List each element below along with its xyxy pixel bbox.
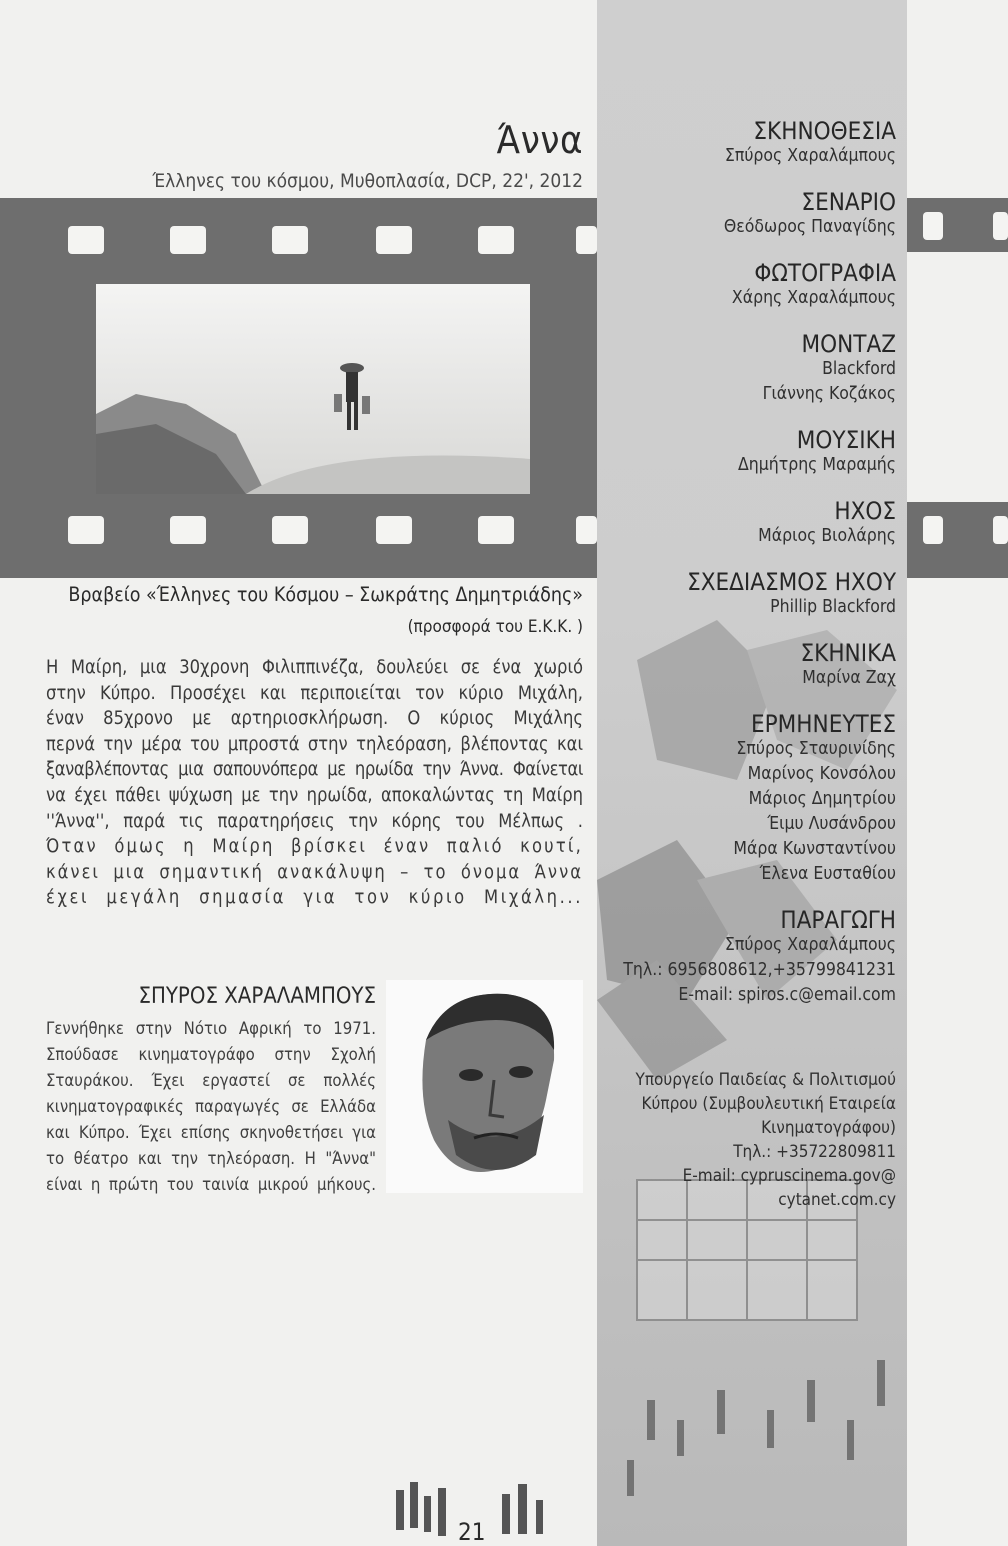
- bio-line: κινηματογραφικές παραγωγές σε Ελλάδα: [46, 1097, 376, 1116]
- film-perforation: [993, 212, 1008, 240]
- credit-name: Μάρα Κωνσταντίνου: [733, 839, 896, 859]
- contact-email: E-mail: cypruscinema.gov@: [682, 1166, 896, 1186]
- film-perforation: [478, 516, 514, 544]
- credit-block: [596, 427, 896, 478]
- credit-block: [596, 498, 896, 549]
- film-perforation: [376, 226, 412, 254]
- credit-role: ΜΟΝΤΑΖ: [801, 330, 896, 358]
- contact-line: Υπουργείο Παιδείας & Πολιτισμού: [635, 1070, 896, 1090]
- credit-role: ΠΑΡΑΓΩΓΗ: [780, 906, 896, 934]
- bio-line: Σταυράκου. Έχει εργαστεί σε πολλές: [46, 1071, 376, 1090]
- synopsis-line: ξαναβλέποντας μια σαπουνόπερα με ηρωίδα την Άννα. Φαίνεται: [46, 759, 583, 781]
- film-title: Άννα: [496, 118, 583, 162]
- credit-block: [596, 569, 896, 620]
- credit-role: ΗΧΟΣ: [834, 497, 896, 525]
- film-still-image: [96, 284, 530, 494]
- contact-email: cytanet.com.cy: [778, 1190, 896, 1210]
- credit-name: Σπύρος Σταυρινίδης: [736, 739, 896, 759]
- credit-phone: Τηλ.: 6956808612,+35799841231: [623, 960, 896, 980]
- film-perforation: [170, 226, 206, 254]
- director-photo: [386, 980, 583, 1193]
- contact-line: Κύπρου (Συμβουλευτική Εταιρεία: [641, 1094, 896, 1114]
- credit-block: [596, 711, 896, 887]
- bio-line: το θέατρο και την τηλεόραση. Η "Άννα": [46, 1149, 376, 1168]
- synopsis-line: περνά την μέρα του μπροστά στην τηλεόραση, βλέποντας και: [46, 733, 583, 755]
- credit-block: [596, 907, 896, 1008]
- credit-name: Μάριος Δημητρίου: [748, 789, 896, 809]
- credit-block: [596, 118, 896, 169]
- ministry-contact: [596, 1068, 896, 1212]
- bio-line: Σπούδασε κινηματογράφο στην Σχολή: [46, 1045, 376, 1064]
- credit-role: ΕΡΜΗΝΕΥΤΕΣ: [751, 710, 896, 738]
- film-perforation: [923, 516, 943, 544]
- synopsis-line: έχει μεγάλη σημασία για τον κύριο Μιχάλη...: [46, 887, 583, 909]
- credit-block: [596, 331, 896, 407]
- film-perforation: [272, 516, 308, 544]
- bio-line: Γεννήθηκε στην Νότιο Αφρική το 1971.: [46, 1019, 376, 1038]
- credit-name: Σπύρος Χαραλάμπους: [724, 146, 896, 166]
- synopsis: [46, 655, 583, 911]
- credit-name: Μαρίνος Κονσόλου: [747, 764, 896, 784]
- film-perforation: [478, 226, 514, 254]
- film-perforation: [576, 226, 597, 254]
- credit-name: Blackford: [822, 359, 896, 379]
- credit-name: Μάριος Βιολάρης: [758, 526, 896, 546]
- film-perforation: [68, 226, 104, 254]
- credit-name: Χάρης Χαραλάμπους: [731, 288, 896, 308]
- credit-name: Έλενα Ευσταθίου: [759, 864, 896, 884]
- credit-name: Phillip Blackford: [770, 597, 896, 617]
- synopsis-line: Όταν όμως η Μαίρη βρίσκει έναν παλιό κουτί,: [46, 836, 583, 858]
- film-perforation: [923, 212, 943, 240]
- bio-line: και Κύπρο. Έχει επίσης σκηνοθετήσει για: [46, 1123, 376, 1142]
- credit-block: [596, 189, 896, 240]
- credit-name: Θεόδωρος Παναγίδης: [723, 217, 896, 237]
- credit-role: ΣΚΗΝΙΚΑ: [800, 639, 896, 667]
- award-note: (προσφορά του Ε.Κ.Κ. ): [407, 617, 583, 637]
- synopsis-line: κάνει μια σημαντική ανακάλυψη – το όνομα Άννα: [46, 861, 583, 883]
- director-bio: [46, 1016, 376, 1198]
- synopsis-line: στην Κύπρο. Προσέχει και περιποιείται τον κύριο Μιχάλη,: [46, 682, 583, 704]
- credit-name: Σπύρος Χαραλάμπους: [724, 935, 896, 955]
- film-perforation: [993, 516, 1008, 544]
- film-perforation: [68, 516, 104, 544]
- credit-role: ΜΟΥΣΙΚΗ: [796, 426, 896, 454]
- credit-email: E-mail: spiros.c@email.com: [678, 985, 896, 1005]
- contact-phone: Τηλ.: +35722809811: [733, 1142, 896, 1162]
- film-subtitle: Έλληνες του κόσμου, Μυθοπλασία, DCP, 22', 2012: [152, 170, 583, 192]
- contact-line: Κινηματογράφου): [761, 1118, 896, 1138]
- credit-role: ΣΚΗΝΟΘΕΣΙΑ: [753, 117, 896, 145]
- credit-role: ΦΩΤΟΓΡΑΦΙΑ: [754, 259, 896, 287]
- synopsis-line: να έχει πάθει ψύχωση με την ηρωίδα, αποκαλώντας τη Μαίρη: [46, 784, 583, 806]
- credit-name: Έιμυ Λυσάνδρου: [767, 814, 896, 834]
- credit-role: ΣΕΝΑΡΙΟ: [801, 188, 896, 216]
- bio-line: είναι η πρώτη του ταινία μικρού μήκους.: [46, 1175, 376, 1194]
- page-number: 21: [458, 1518, 486, 1546]
- credit-name: Μαρίνα Ζαχ: [802, 668, 896, 688]
- synopsis-line: έναν 85χρονο με αρτηριοσκλήρωση. Ο κύριος Μιχάλης: [46, 708, 583, 730]
- director-name: ΣΠΥΡΟΣ ΧΑΡΑΛΑΜΠΟΥΣ: [138, 984, 376, 1009]
- film-perforation: [272, 226, 308, 254]
- film-strip-right: [907, 198, 1008, 252]
- film-perforation: [170, 516, 206, 544]
- credit-block: [596, 260, 896, 311]
- film-perforation: [576, 516, 597, 544]
- synopsis-line: Η Μαίρη, μια 30χρονη Φιλιππινέζα, δουλεύει σε ένα χωριό: [46, 657, 583, 678]
- credits-list: [596, 118, 896, 1028]
- film-strip-right: [907, 502, 1008, 578]
- credit-name: Γιάννης Κοζάκος: [762, 384, 896, 404]
- credit-role: ΣΧΕΔΙΑΣΜΟΣ ΗΧΟΥ: [687, 568, 896, 596]
- credit-block: [596, 640, 896, 691]
- synopsis-line: ''Άννα'', παρά τις παρατηρήσεις την κόρης του Μέλπως .: [46, 810, 583, 832]
- film-perforation: [376, 516, 412, 544]
- award-title: Βραβείο «Έλληνες του Κόσμου – Σωκράτης Δημητριάδης»: [68, 583, 583, 606]
- credit-name: Δημήτρης Μαραμής: [737, 455, 896, 475]
